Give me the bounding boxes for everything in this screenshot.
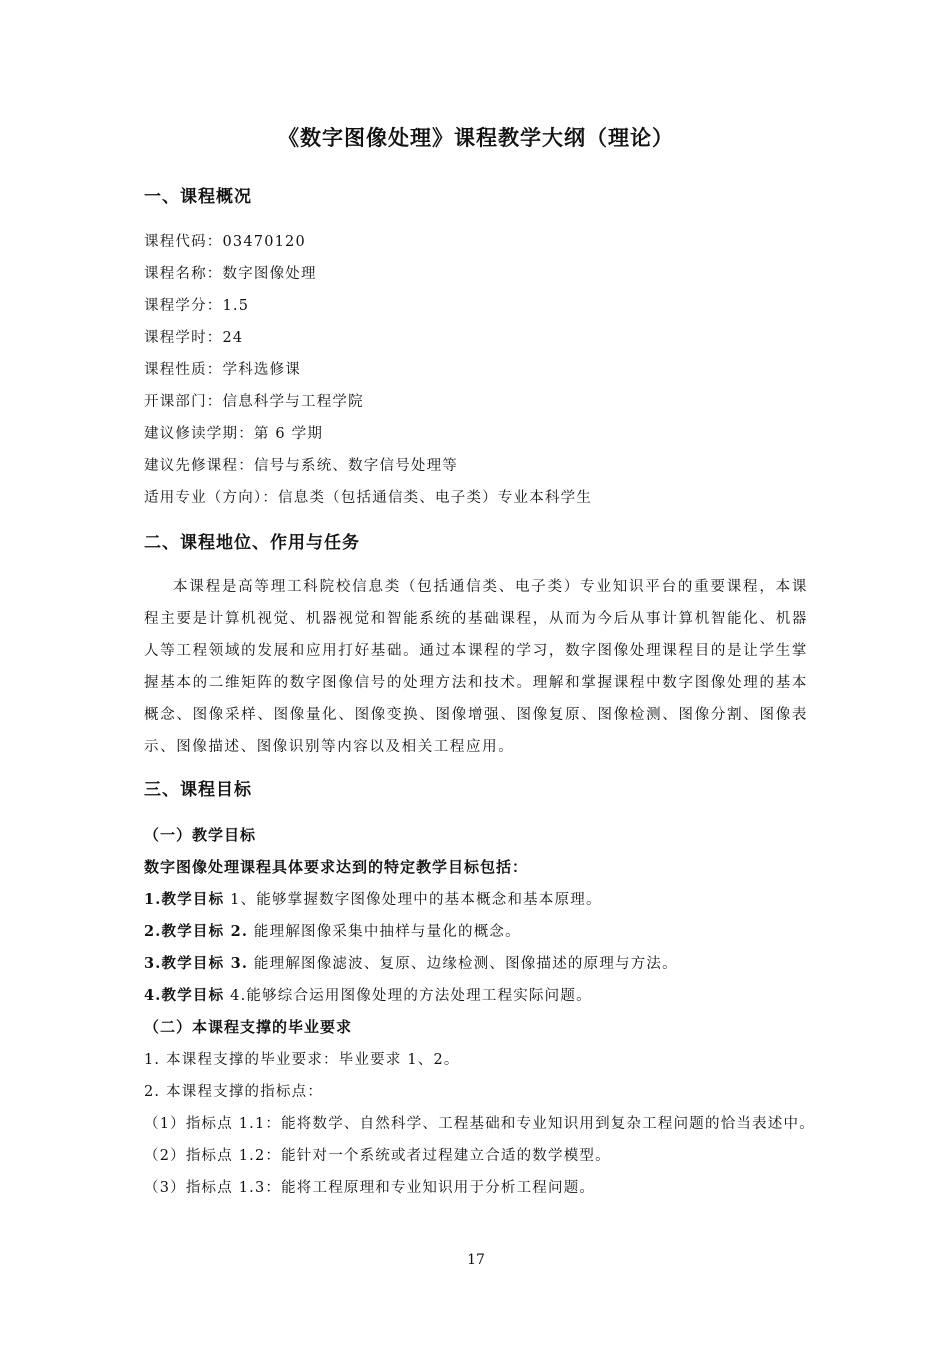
teaching-goal-text: 1、能够掌握数字图像处理中的基本概念和基本原理。 xyxy=(224,892,602,908)
teaching-goal-text: 能理解图像采集中抽样与量化的概念。 xyxy=(248,924,521,940)
course-info-line: 课程学时：24 xyxy=(144,330,244,346)
section-heading-position: 二、课程地位、作用与任务 xyxy=(144,533,360,553)
course-info-line: 适用专业（方向）：信息类（包括通信类、电子类）专业本科学生 xyxy=(144,490,593,506)
teaching-goal-label: 1.教学目标 xyxy=(144,891,225,908)
teaching-goal-item xyxy=(144,889,602,911)
section-heading-objectives: 三、课程目标 xyxy=(144,780,252,800)
course-info-line: 建议修读学期：第 6 学期 xyxy=(144,426,324,442)
course-info-line: 课程学分：1.5 xyxy=(144,298,250,314)
requirement-line: 1. 本课程支撑的毕业要求：毕业要求 1、2。 xyxy=(144,1052,460,1068)
subsection-heading-teaching-goals: （一）教学目标 xyxy=(144,826,257,844)
requirement-line: （3）指标点 1.3：能将工程原理和专业知识用于分析工程问题。 xyxy=(144,1180,596,1196)
course-info-line: 开课部门：信息科学与工程学院 xyxy=(144,394,364,410)
teaching-goal-label: 3.教学目标 3. xyxy=(144,955,249,972)
course-info-line: 课程代码：03470120 xyxy=(144,234,306,250)
document-title: 《数字图像处理》课程教学大纲（理论） xyxy=(278,125,674,150)
requirement-line: （1）指标点 1.1：能将数学、自然科学、工程基础和专业知识用到复杂工程问题的恰当表述中。 xyxy=(144,1116,815,1132)
teaching-goal-item xyxy=(144,985,592,1007)
page-number: 17 xyxy=(467,1252,485,1268)
requirement-line: （2）指标点 1.2：能针对一个系统或者过程建立合适的数学模型。 xyxy=(144,1148,611,1164)
section-heading-overview: 一、课程概况 xyxy=(144,187,252,207)
teaching-goal-item xyxy=(144,953,678,975)
teaching-goal-item xyxy=(144,921,521,943)
teaching-goal-label: 4.教学目标 xyxy=(144,987,225,1004)
requirement-line: 2. 本课程支撑的指标点： xyxy=(144,1084,324,1100)
course-info-line: 课程名称：数字图像处理 xyxy=(144,266,317,282)
teaching-goal-text: 4.能够综合运用图像处理的方法处理工程实际问题。 xyxy=(224,988,592,1004)
teaching-goal-text: 能理解图像滤波、复原、边缘检测、图像描述的原理与方法。 xyxy=(248,956,678,972)
course-description-paragraph: 本课程是高等理工科院校信息类（包括通信类、电子类）专业知识平台的重要课程，本课程主要是计算机视觉、机器视觉和智能系统的基础课程，从而为今后从事计算机智能化、机器人等工程领域的发展和应用打好基础。通过本课程的学习，数字图像处理课程目的是让学生掌握基本的二维矩阵的数字图像信号的处理方法和技术。理解和掌握课程中数字图像处理的基本概念、图像采样、图像量化、图像变换、图像增强、图像复原、图像检测、图像分割、图像表示、图像描述、图像识别等内容以及相关工程应用。 xyxy=(144,579,808,755)
course-info-line: 建议先修课程：信号与系统、数字信号处理等 xyxy=(144,458,458,474)
subsection-heading-graduation-requirements: （二）本课程支撑的毕业要求 xyxy=(144,1018,353,1036)
teaching-goal-label: 2.教学目标 2. xyxy=(144,923,249,940)
teaching-goals-intro: 数字图像处理课程具体要求达到的特定教学目标包括： xyxy=(144,858,529,876)
course-info-line: 课程性质：学科选修课 xyxy=(144,362,301,378)
